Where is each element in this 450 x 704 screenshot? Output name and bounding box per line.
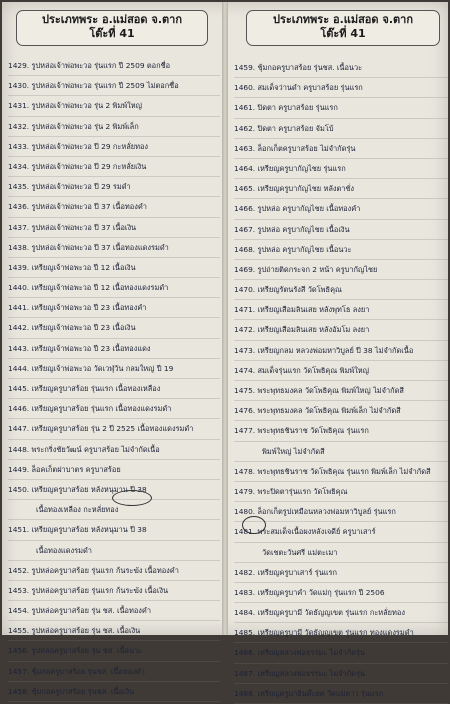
right-header-title: ประเภทพระ อ.แม่สอด จ.ตาก (273, 13, 413, 26)
left-header-box (16, 10, 208, 46)
list-item: 1481. พระสมเด็จเนื้อผงหลังเจดีย์ ครูบาเสาร์ (234, 522, 448, 542)
list-item: 1454. รูปหล่อครูบาสร้อย รุ่น ชส. เนื้อทองคำ (8, 601, 220, 621)
list-item-continuation-text: เนื้อทองแดงรมดำ (36, 545, 92, 555)
list-item: 1446. เหรียญครูบาสร้อย รุ่นแรก เนื้อทองแดงรมดำ (8, 399, 220, 419)
list-item: 1437. รูปหล่อเจ้าพ่อพะวอ ปี 37 เนื้อเงิน (8, 218, 220, 238)
list-item: 1467. รูปหล่อ ครูบากัญไชย เนื้อเงิน (234, 220, 448, 240)
right-column (228, 2, 448, 698)
left-header-table-number: โต๊ะที่ 41 (89, 27, 135, 40)
list-item: 1453. รูปหล่อครูบาสร้อย รุ่นแรก ก้นระฆัง เนื้อเงิน (8, 581, 220, 601)
list-item: 1473. เหรียญกลม หลวงพ่อมหาวิบูลย์ ปี 38 ไม่จำกัดเนื้อ (234, 341, 448, 361)
list-item-continuation (234, 442, 448, 462)
list-item: 1465. เหรียญครูบากัญไชย หลังตาชั่ง (234, 179, 448, 199)
list-item: 1475. พระพุทธมงคล วัดโพธิคุณ พิมพ์ใหญ่ ไม่จำกัดสี (234, 381, 448, 401)
list-item: 1457. ชุ้มกอครูบาสร้อย รุ่นชส. เนื้อทองคำ (8, 662, 220, 682)
list-item: 1452. รูปหล่อครูบาสร้อย รุ่นแรก ก้นระฆัง เนื้อทองคำ (8, 561, 220, 581)
list-item: 1445. เหรียญครูบาสร้อย รุ่นแรก เนื้อทองเหลือง (8, 379, 220, 399)
list-item: 1474. สมเด็จรุ่นแรก วัดโพธิคุณ พิมพ์ใหญ่ (234, 361, 448, 381)
list-item: 1459. ชุ้มกอครูบาสร้อย รุ่นชส. เนื้อนวะ (234, 58, 448, 78)
list-item: 1485. เหรียญครูบามี วัดธัญญเขต รุ่นแรก ทองแดงรมดำ (234, 623, 448, 643)
list-item: 1438. รูปหล่อเจ้าพ่อพะวอ ปี 37 เนื้อทองแดงรมดำ (8, 238, 220, 258)
left-item-list (8, 56, 220, 702)
list-item: 1472. เหรียญเสือมลินเสย หลังอัมโม ลงยา (234, 320, 448, 340)
list-item: 1479. พระปิดตารุ่นแรก วัดโพธิคุณ (234, 482, 448, 502)
list-item: 1434. รูปหล่อเจ้าพ่อพะวอ ปี 29 กะหลั่ยเงิน (8, 157, 220, 177)
list-item: 1439. เหรียญเจ้าพ่อพะวอ ปี 12 เนื้อเงิน (8, 258, 220, 278)
list-item: 1447. เหรียญครูบาสร้อย รุ่น 2 ปี 2525 เนื้อทองแดงรมดำ (8, 419, 220, 439)
list-item: 1488. เหรียญครูบาอินต๊ะยศ วัดแม่ตาว รุ่นแรก (234, 684, 448, 704)
list-item: 1441. เหรียญเจ้าพ่อพะวอ ปี 23 เนื้อทองคำ (8, 298, 220, 318)
list-item-continuation (8, 500, 220, 520)
list-item: 1430. รูปหล่อเจ้าพ่อพะวอ รุ่นแรก ปี 2509 ไม่ตอกชื่อ (8, 76, 220, 96)
list-item-continuation-text: วัดเชตะวันศรี แม่ตะเมา (262, 547, 338, 557)
list-item: 1468. รูปหล่อ ครูบากัญไชย เนื้อนวะ (234, 240, 448, 260)
right-item-list (234, 58, 448, 704)
list-item: 1463. ล็อกเก็ตครูบาสร้อย ไม่จำกัดรุ่น (234, 139, 448, 159)
list-item: 1483. เหรียญครูบาคำ วัดแม่กุ รุ่นแรก ปี 2506 (234, 583, 448, 603)
list-item: 1448. พระกริ่งชัยวัฒน์ ครูบาสร้อย ไม่จำกัดเนื้อ (8, 440, 220, 460)
list-item: 1466. รูปหล่อ ครูบากัญไชย เนื้อทองคำ (234, 199, 448, 219)
list-item: 1444. เหรียญเจ้าพ่อพะวอ วัดเวฬุวัน กลมใหญ่ ปี 19 (8, 359, 220, 379)
list-item: 1442. เหรียญเจ้าพ่อพะวอ ปี 23 เนื้อเงิน (8, 318, 220, 338)
right-header-table-number: โต๊ะที่ 41 (320, 27, 366, 40)
list-item: 1482. เหรียญครูบาเสาร์ รุ่นแรก (234, 563, 448, 583)
pen-circle-mark (112, 490, 152, 506)
list-item: 1478. พระพุทธชินราช วัดโพธิคุณ รุ่นแรก พิมพ์เล็ก ไม่จำกัดสี (234, 462, 448, 482)
list-item-continuation-text: พิมพ์ใหญ่ ไม่จำกัดสี (262, 446, 325, 456)
list-item: 1476. พระพุทธมงคล วัดโพธิคุณ พิมพ์เล็ก ไม่จำกัดสี (234, 401, 448, 421)
list-item: 1486. เหรียญหลวงพ่อธรรมะ ไม่จำกัดรุ่น (234, 643, 448, 663)
list-item: 1460. สมเด็จว่านดำ ครูบาสร้อย รุ่นแรก (234, 78, 448, 98)
list-item: 1451. เหรียญครูบาสร้อย หลังหนุมาน ปี 38 (8, 520, 220, 540)
list-item: 1458. ชุ้มกอครูบาสร้อย รุ่นชส. เนื้อเงิน (8, 682, 220, 702)
list-item: 1432. รูปหล่อเจ้าพ่อพะวอ รุ่น 2 พิมพ์เล็ก (8, 117, 220, 137)
list-item: 1469. รูปถ่ายติดกระจก 2 หน้า ครูบากัญไชย (234, 260, 448, 280)
list-item-continuation (234, 543, 448, 563)
list-item: 1461. ปิดตา ครูบาสร้อย รุ่นแรก (234, 98, 448, 118)
list-item: 1440. เหรียญเจ้าพ่อพะวอ ปี 12 เนื้อทองแดงรมดำ (8, 278, 220, 298)
list-item: 1480. ล็อกเก็ตรูปเหมือนหลวงพ่อมหาวิบูลย์ รุ่นแรก (234, 502, 448, 522)
list-item: 1456. รูปหล่อครูบาสร้อย รุ่น ชส. เนื้อนวะ (8, 641, 220, 661)
list-item: 1477. พระพุทธชินราช วัดโพธิคุณ รุ่นแรก (234, 421, 448, 441)
list-item: 1435. รูปหล่อเจ้าพ่อพะวอ ปี 29 รมดำ (8, 177, 220, 197)
list-item: 1433. รูปหล่อเจ้าพ่อพะวอ ปี 29 กะหลั่ยทอง (8, 137, 220, 157)
left-column (2, 2, 222, 696)
right-header-box (246, 10, 440, 46)
list-item: 1471. เหรียญเสือมลินเสย หลังพุทโธ ลงยา (234, 300, 448, 320)
document-page (2, 2, 448, 698)
list-item: 1464. เหรียญครูบากัญไชย รุ่นแรก (234, 159, 448, 179)
left-header-title: ประเภทพระ อ.แม่สอด จ.ตาก (42, 13, 182, 26)
list-item: 1431. รูปหล่อเจ้าพ่อพะวอ รุ่น 2 พิมพ์ใหญ่ (8, 96, 220, 116)
list-item: 1443. เหรียญเจ้าพ่อพะวอ ปี 23 เนื้อทองแดง (8, 339, 220, 359)
list-item: 1450. เหรียญครูบาสร้อย หลังหนุมาน ปี 38 (8, 480, 220, 500)
list-item: 1470. เหรียญรัตนรังสี วัดโพธิคุณ (234, 280, 448, 300)
list-item-continuation (8, 541, 220, 561)
list-item: 1462. ปิดตา ครูบาสร้อย จัมโบ้ (234, 119, 448, 139)
list-item-continuation-text: เนื้อทองเหลือง กะหลั่ยทอง (36, 505, 119, 515)
pen-circle-mark (242, 516, 266, 534)
list-item: 1484. เหรียญครูบามี วัดธัญญเขต รุ่นแรก กะหลั่ยทอง (234, 603, 448, 623)
list-item: 1449. ล็อคเก็ตฝาบาตร ครูบาสร้อย (8, 460, 220, 480)
list-item: 1429. รูปหล่อเจ้าพ่อพะวอ รุ่นแรก ปี 2509 ตอกชื่อ (8, 56, 220, 76)
list-item: 1436. รูปหล่อเจ้าพ่อพะวอ ปี 37 เนื้อทองคำ (8, 197, 220, 217)
list-item: 1487. เหรียญหลวงพ่อธรรมะ ไม่จำกัดรุ่น (234, 664, 448, 684)
list-item: 1455. รูปหล่อครูบาสร้อย รุ่น ชส. เนื้อเงิน (8, 621, 220, 641)
